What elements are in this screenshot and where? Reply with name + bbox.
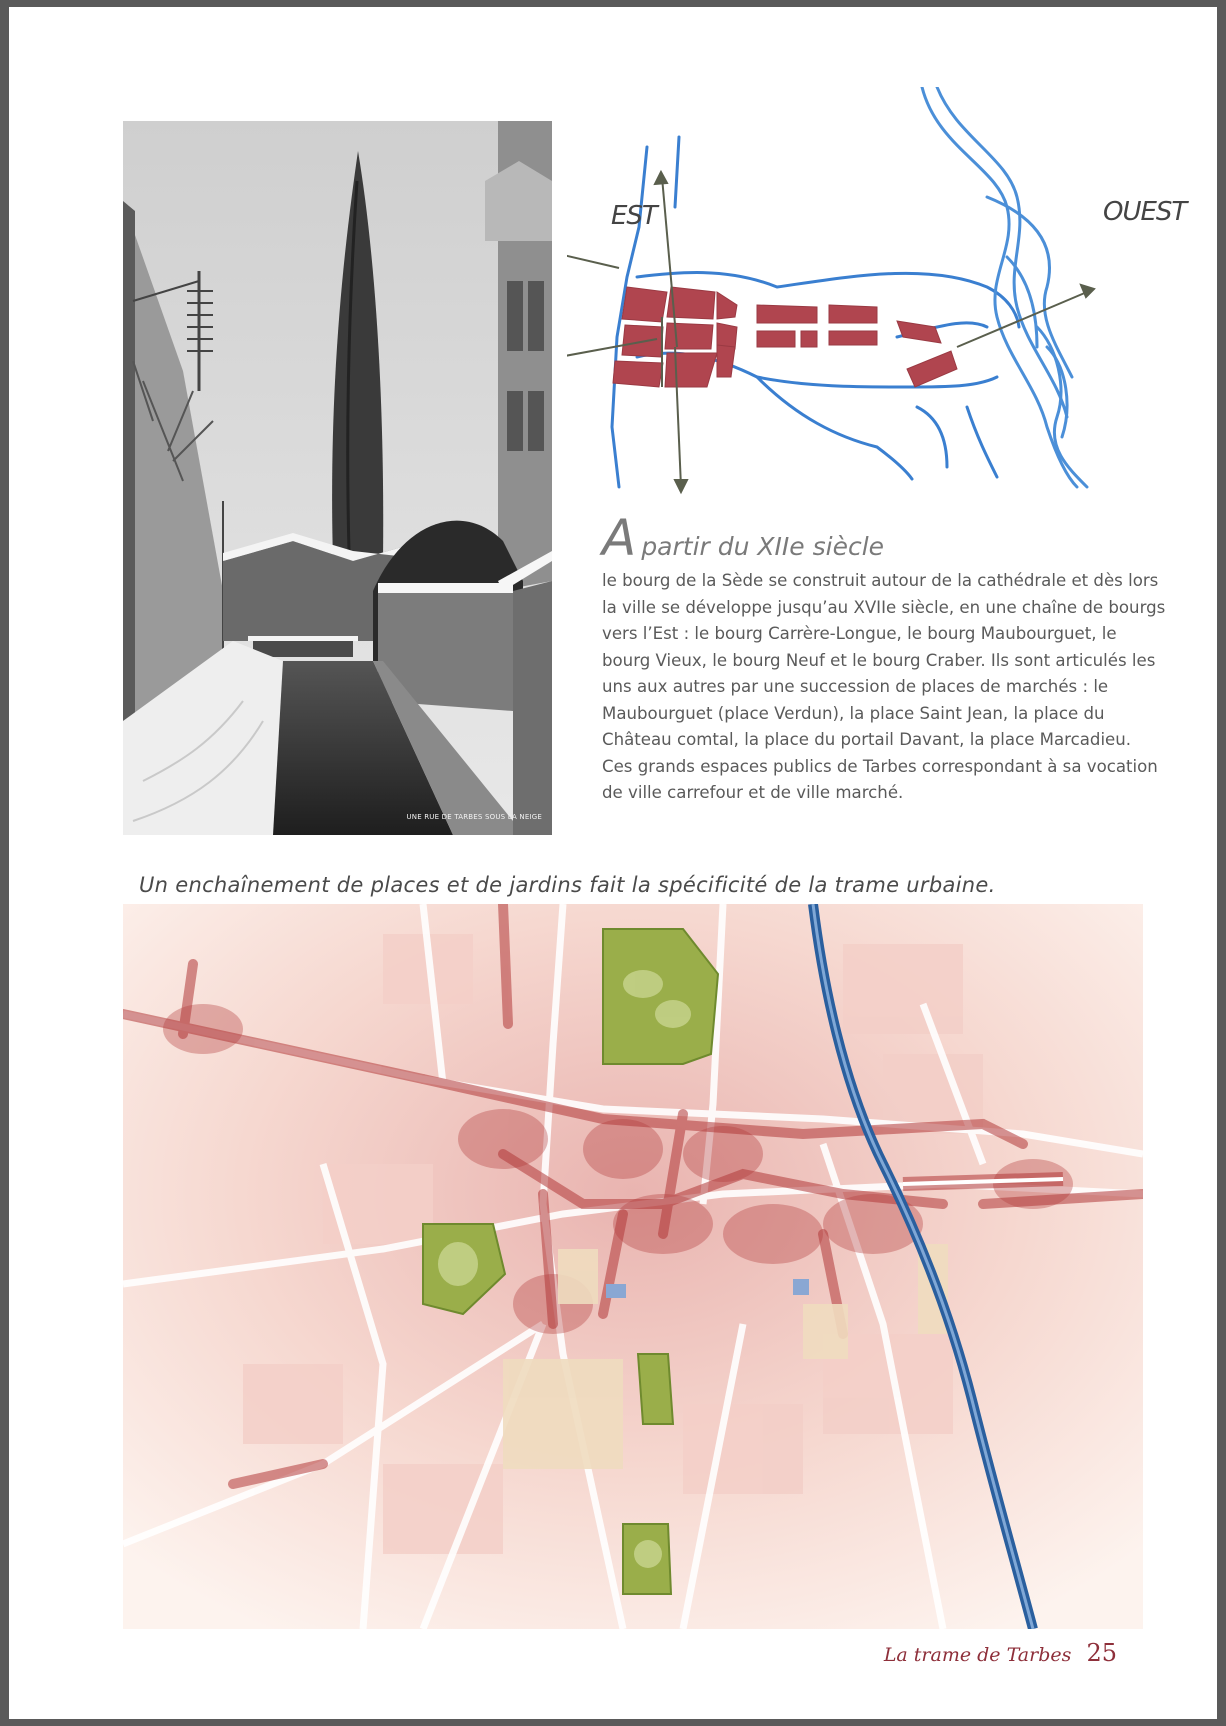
section-heading <box>602 509 1167 567</box>
page-number: 25 <box>1086 1639 1117 1667</box>
map-caption: Un enchaînement de places et de jardins fait la spécificité de la trame urbaine. <box>139 873 996 897</box>
urban-plan-illustration <box>123 904 1143 1629</box>
document-page <box>9 7 1217 1719</box>
body-text <box>602 568 1167 807</box>
label-est: EST <box>611 201 657 231</box>
history-text-block <box>602 509 1167 807</box>
town-schema-sketch <box>567 87 1187 507</box>
label-ouest: OUEST <box>1103 197 1187 227</box>
heading-text: partir du XIIe siècle <box>641 532 885 561</box>
paragraph-2: Ces grands espaces publics de Tarbes correspondant à sa vocation de ville carrefour et de ville marché. <box>602 756 1158 802</box>
drop-cap: A <box>602 509 637 567</box>
paragraph-1: le bourg de la Sède se construit autour de la cathédrale et dès lors la ville se développe jusqu’au XVIIe siècle, en une chaîne de bourgs vers l’Est : le bourg Carrère-Longue, le bourg Maubourguet, le bourg Vieux, le bourg Neuf et le bourg Craber. Ils sont articulés les uns aux autres par une succession de places de marchés : le Maubourguet (place Verdun), la place Saint Jean, la place du Château comtal, la place du portail Davant, la place Marcadieu. <box>602 571 1166 749</box>
historic-street-photo <box>123 121 552 835</box>
page-footer <box>884 1639 1117 1667</box>
photo-caption: UNE RUE DE TARBES SOUS LA NEIGE <box>406 813 542 821</box>
footer-title: La trame de Tarbes <box>883 1644 1072 1666</box>
